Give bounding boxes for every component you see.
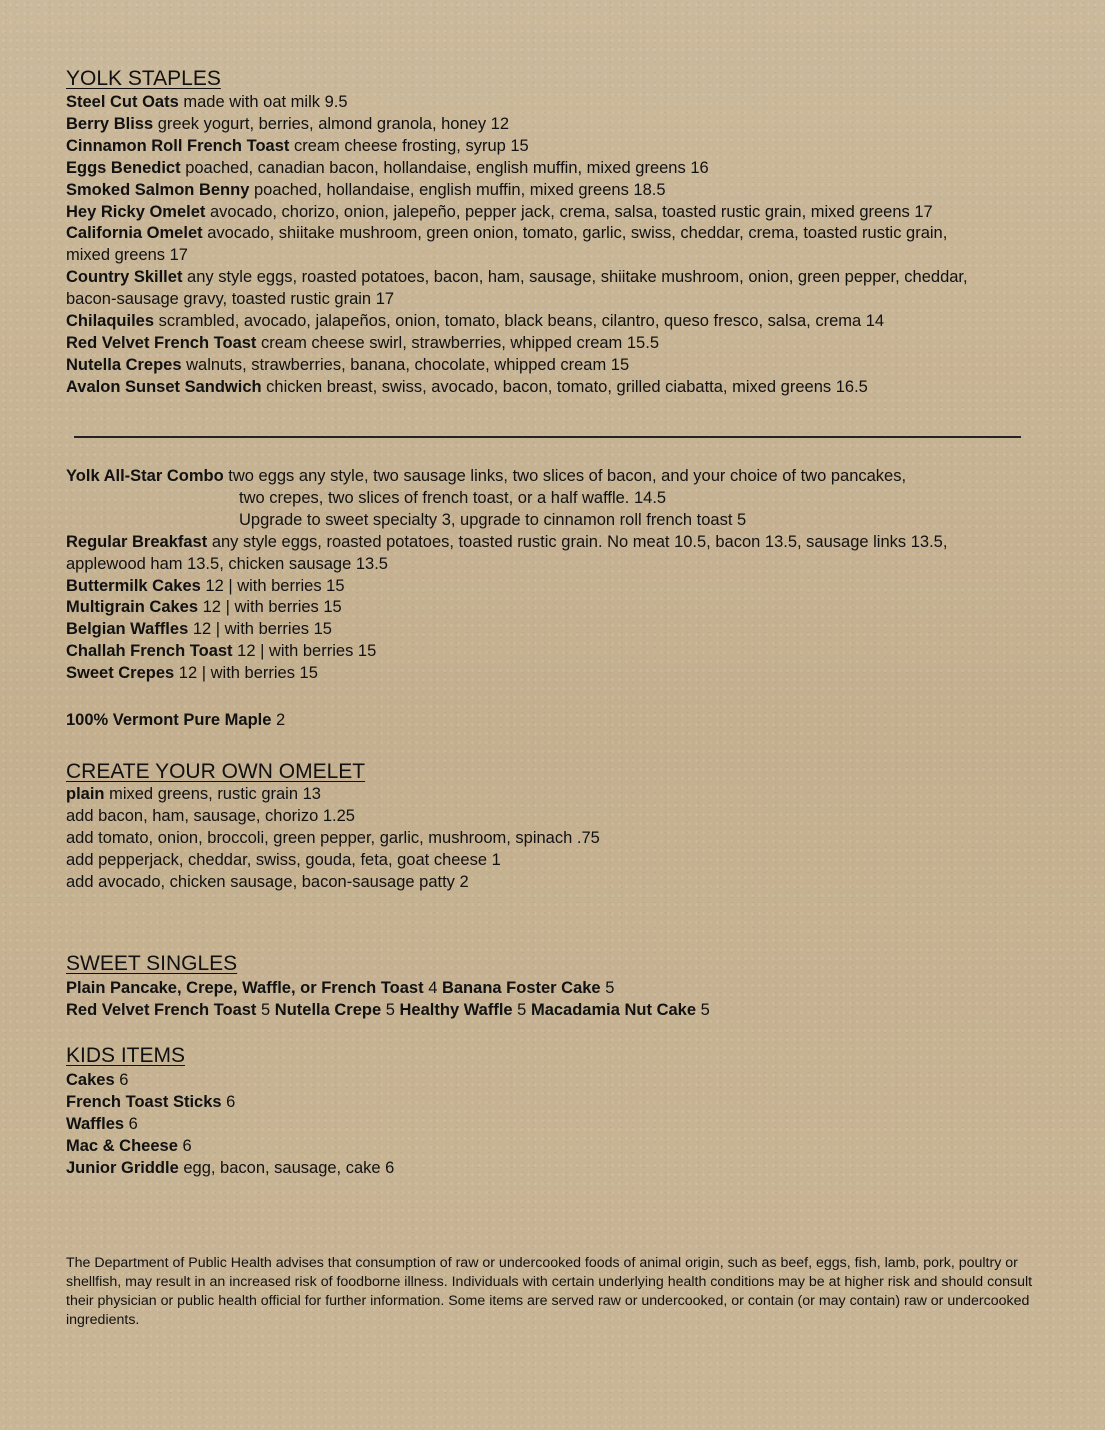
- item-name: Sweet Crepes: [66, 664, 175, 683]
- item-name: Belgian Waffles: [66, 620, 189, 639]
- item-name: Buttermilk Cakes: [66, 576, 201, 595]
- item-name: plain: [66, 785, 105, 803]
- sweet-row: [66, 1000, 710, 1022]
- item-desc: scrambled, avocado, jalapeños, onion, tomato, black beans, cilantro, queso fresco, salsa, crema 14: [154, 312, 885, 331]
- omelet-addon: add avocado, chicken sausage, bacon-sausage patty 2: [66, 872, 469, 891]
- menu-item: [66, 377, 1026, 399]
- item-name: Smoked Salmon Benny: [66, 180, 250, 199]
- menu-item: [66, 158, 1026, 180]
- menu-item: [66, 1158, 394, 1180]
- item-name: 100% Vermont Pure Maple: [66, 711, 272, 729]
- item-name: Red Velvet French Toast: [66, 1000, 257, 1019]
- item-price: 5: [696, 1000, 710, 1019]
- item-name: Banana Foster Cake: [441, 979, 601, 997]
- item-name: Waffles: [66, 1114, 125, 1133]
- item-desc: avocado, shiitake mushroom, green onion, tomato, garlic, swiss, cheddar, crema, toasted rustic grain, mixed greens 17: [66, 224, 948, 265]
- menu-item: [66, 1114, 394, 1136]
- item-name: Avalon Sunset Sandwich: [66, 377, 262, 396]
- sweet-row: [66, 978, 710, 1000]
- kids-list: [66, 1070, 394, 1180]
- menu-item: [66, 202, 1026, 224]
- omelet-list: [66, 784, 600, 894]
- omelet-addon: add tomato, onion, broccoli, green pepper, garlic, mushroom, spinach .75: [66, 828, 600, 847]
- menu-item: [66, 180, 1026, 202]
- item-desc: avocado, chorizo, onion, jalepeño, pepper jack, crema, salsa, toasted rustic grain, mixed greens 17: [205, 202, 933, 221]
- item-desc: 12 | with berries 15: [174, 664, 318, 683]
- item-desc: mixed greens, rustic grain 13: [104, 785, 321, 803]
- section-heading-yolk-staples: YOLK STAPLES: [66, 67, 221, 90]
- item-price: 4: [423, 979, 442, 997]
- item-name: French Toast Sticks: [66, 1092, 222, 1111]
- menu-item: [66, 1136, 394, 1158]
- item-name: Hey Ricky Omelet: [66, 202, 206, 221]
- menu-item: [66, 663, 1041, 685]
- item-name: Challah French Toast: [66, 642, 233, 661]
- item-desc: poached, hollandaise, english muffin, mixed greens 18.5: [249, 180, 666, 199]
- item-price: 5: [512, 1000, 531, 1019]
- item-price: 5: [256, 1000, 275, 1019]
- menu-item: [66, 1070, 394, 1092]
- item-name: Nutella Crepe: [274, 1000, 382, 1019]
- menu-item: [66, 1092, 394, 1114]
- staples-list: [66, 92, 1026, 399]
- item-desc: walnuts, strawberries, banana, chocolate, whipped cream 15: [181, 355, 630, 374]
- item-desc: 6: [177, 1136, 192, 1155]
- menu-item: [66, 267, 976, 311]
- section-heading-sweet-singles: SWEET SINGLES: [66, 952, 238, 975]
- menu-item-combo: [66, 466, 1041, 488]
- item-name: Regular Breakfast: [66, 532, 208, 551]
- item-name: Cakes: [66, 1071, 115, 1089]
- item-desc: poached, canadian bacon, hollandaise, english muffin, mixed greens 16: [180, 158, 709, 177]
- item-price: 5: [381, 1000, 400, 1019]
- item-desc: any style eggs, roasted potatoes, bacon, ham, sausage, shiitake mushroom, onion, green pepper, cheddar, bacon-sausage gravy, toasted rustic grain 17: [66, 268, 968, 309]
- menu-item: [66, 710, 285, 732]
- item-name: Red Velvet French Toast: [66, 333, 257, 352]
- item-name: Plain Pancake, Crepe, Waffle, or French Toast: [66, 979, 424, 997]
- menu-item: [66, 114, 1026, 136]
- item-desc: 6: [124, 1114, 138, 1133]
- item-desc: cream cheese frosting, syrup 15: [289, 136, 529, 155]
- section-divider: [74, 436, 1021, 438]
- item-name: Cinnamon Roll French Toast: [66, 136, 290, 155]
- omelet-addon: add pepperjack, cheddar, swiss, gouda, feta, goat cheese 1: [66, 850, 501, 869]
- menu-item: [66, 136, 1026, 158]
- menu-item: [66, 333, 1026, 355]
- item-name: Yolk All-Star Combo: [66, 467, 224, 485]
- breakfast-list: [66, 466, 1041, 685]
- item-desc: cream cheese swirl, strawberries, whipped cream 15.5: [256, 333, 659, 352]
- menu-item: [66, 641, 1041, 663]
- item-desc: 2: [271, 711, 286, 729]
- item-name: California Omelet: [66, 224, 203, 243]
- menu-item: [66, 597, 1041, 619]
- item-name: Country Skillet: [66, 268, 183, 287]
- menu-item: [66, 311, 1026, 333]
- item-price: 5: [600, 979, 615, 997]
- health-disclaimer: The Department of Public Health advises that consumption of raw or undercooked foods of animal origin, such as beef, eggs, fish, lamb, pork, poultry or shellfish, may result in an increased risk of foodborne illness. Individuals with certain underlying health conditions may be at higher risk and should consult their physician or public health official for further information. Some items are served raw or undercooked, or contain (or may contain) raw or undercooked ingredients.: [66, 1255, 1033, 1328]
- item-name: Macadamia Nut Cake: [530, 1000, 697, 1019]
- menu-item: [66, 619, 1041, 641]
- item-desc: 6: [114, 1071, 129, 1089]
- combo-upgrade: Upgrade to sweet specialty 3, upgrade to cinnamon roll french toast 5: [239, 510, 747, 529]
- item-name: Multigrain Cakes: [66, 598, 199, 617]
- item-desc: egg, bacon, sausage, cake 6: [178, 1158, 395, 1177]
- item-desc: greek yogurt, berries, almond granola, honey 12: [153, 114, 510, 133]
- menu-item: [66, 576, 1041, 598]
- item-desc: chicken breast, swiss, avocado, bacon, tomato, grilled ciabatta, mixed greens 16.5: [261, 377, 868, 396]
- menu-item: [66, 355, 1026, 377]
- item-name: Mac & Cheese: [66, 1136, 178, 1155]
- item-desc: any style eggs, roasted potatoes, toasted rustic grain. No meat 10.5, bacon 13.5, sausage links 13.5, applewood ham 13.5, chicken sausage 13.5: [66, 532, 948, 573]
- sweet-list: [66, 978, 710, 1022]
- item-desc: 12 | with berries 15: [198, 598, 342, 617]
- menu-item: [66, 784, 600, 806]
- menu-item: [66, 223, 976, 267]
- item-desc: 6: [221, 1092, 236, 1111]
- section-heading-kids: KIDS ITEMS: [66, 1044, 186, 1067]
- section-heading-omelet: CREATE YOUR OWN OMELET: [66, 760, 366, 783]
- item-name: Nutella Crepes: [66, 355, 182, 374]
- combo-detail: two crepes, two slices of french toast, or a half waffle. 14.5: [239, 488, 667, 507]
- menu-item-regular: [66, 532, 1031, 576]
- item-name: Berry Bliss: [66, 114, 154, 133]
- item-name: Steel Cut Oats: [66, 93, 179, 111]
- item-desc: two eggs any style, two sausage links, two slices of bacon, and your choice of two pancakes,: [223, 467, 907, 485]
- menu-item: [66, 92, 1026, 114]
- item-name: Eggs Benedict: [66, 158, 181, 177]
- item-name: Junior Griddle: [66, 1158, 179, 1177]
- item-desc: made with oat milk 9.5: [178, 93, 348, 111]
- maple-addon: [66, 710, 285, 732]
- item-name: Healthy Waffle: [399, 1000, 513, 1019]
- item-desc: 12 | with berries 15: [232, 642, 377, 661]
- item-desc: 12 | with berries 15: [200, 576, 345, 595]
- omelet-addon: add bacon, ham, sausage, chorizo 1.25: [66, 806, 355, 825]
- item-desc: 12 | with berries 15: [188, 620, 332, 639]
- item-name: Chilaquiles: [66, 312, 155, 331]
